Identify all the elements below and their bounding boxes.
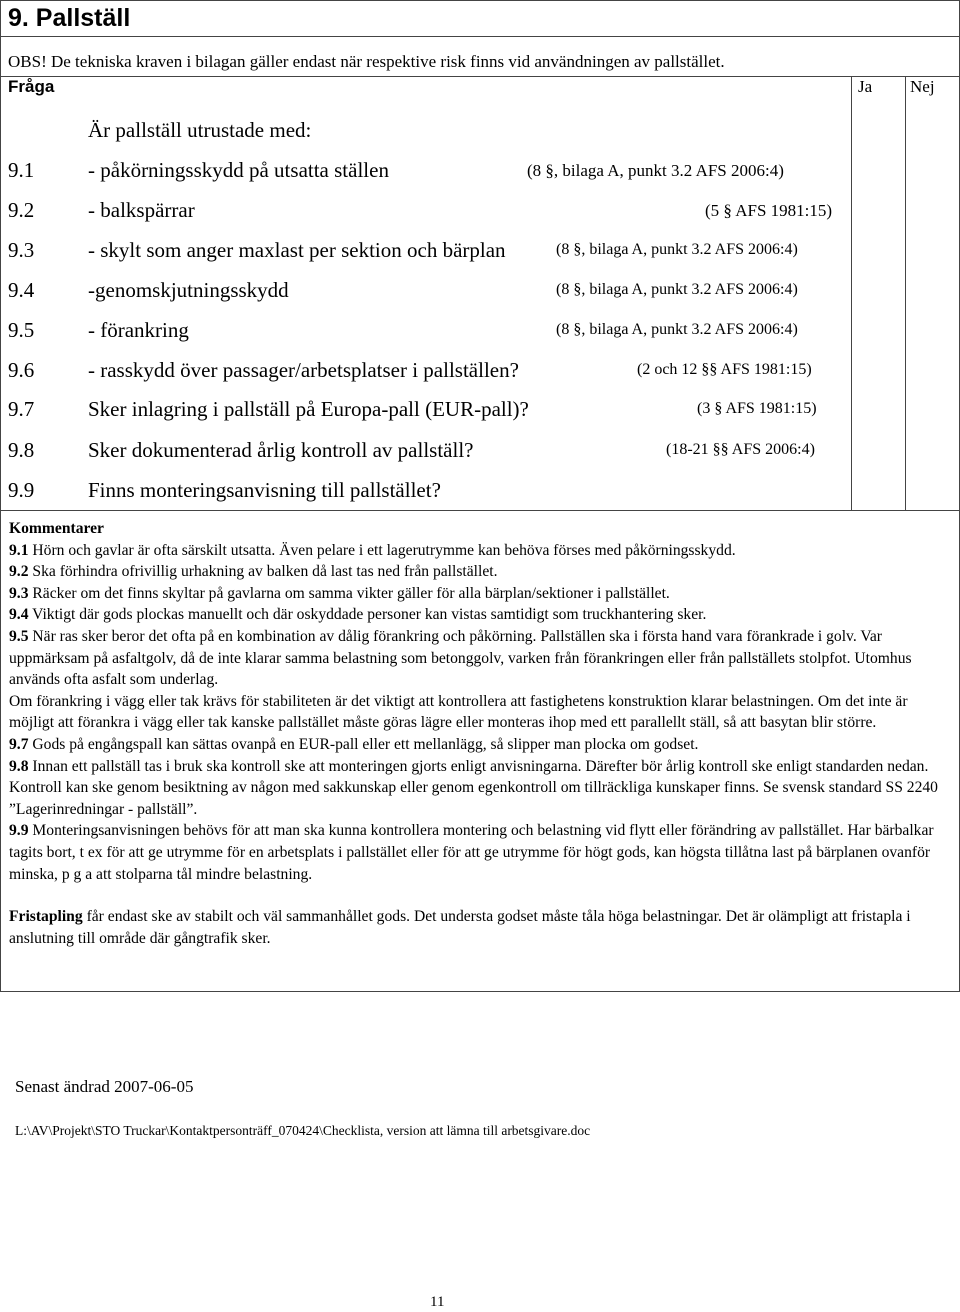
question-text: - påkörningsskydd på utsatta ställen <box>88 158 389 182</box>
question-reference: (8 §, bilaga A, punkt 3.2 AFS 2006:4) <box>556 281 798 298</box>
question-text: Sker inlagring i pallställ på Europa-pall (EUR-pall)? <box>88 397 529 421</box>
comment-item: 9.3 Räcker om det finns skyltar på gavlarna om samma vikter gäller för alla bärplan/sektioner i pallstället. <box>9 584 670 602</box>
question-number: 9.9 <box>8 478 35 502</box>
question-text: - balkspärrar <box>88 198 195 222</box>
question-number: 9.4 <box>8 278 35 302</box>
section-title: 9. Pallställ <box>8 4 131 32</box>
question-number: 9.7 <box>8 397 35 421</box>
comment-item: 9.8 Innan ett pallställ tas i bruk ska kontroll ske att monteringen gjorts enligt anvisningarna. Därefter bör årlig kontroll ske enligt standarden nedan. Kontroll kan ske genom besiktning av någon med sakkunskap eller genom egenkontroll om tillräckliga kunskaper finns. Se svensk standard SS 2240 ”Lagerinredningar - pallställ”. <box>9 757 938 818</box>
question-reference: (3 § AFS 1981:15) <box>697 400 817 417</box>
section-note: OBS! De tekniska kraven i bilagan gäller endast när respektive risk finns vid användningen av pallstället. <box>8 52 725 71</box>
question-reference: (8 §, bilaga A, punkt 3.2 AFS 2006:4) <box>527 161 784 180</box>
question-number: 9.5 <box>8 318 35 342</box>
no-column-header: Nej <box>910 77 935 96</box>
question-reference: (8 §, bilaga A, punkt 3.2 AFS 2006:4) <box>556 241 798 258</box>
nej-column-left-border <box>905 76 906 510</box>
comment-item: 9.2 Ska förhindra ofrivillig urhakning av balken då last tas ned från pallstället. <box>9 563 498 581</box>
yes-column-header: Ja <box>858 77 873 96</box>
rule-above-comments <box>0 510 960 511</box>
question-text: Finns monteringsanvisning till pallstället? <box>88 478 441 502</box>
rule-under-note <box>0 76 960 77</box>
question-reference: (5 § AFS 1981:15) <box>705 201 833 220</box>
question-number: 9.1 <box>8 158 35 182</box>
question-reference: (18-21 §§ AFS 2006:4) <box>666 441 815 458</box>
file-path: L:\AV\Projekt\STO Truckar\Kontaktpersonträff_070424\Checklista, version att lämna till arbetsgivare.doc <box>15 1123 591 1138</box>
comment-item: 9.1 Hörn och gavlar är ofta särskilt utsatta. Även pelare i ett lagerutrymme kan behöva förses med påkörningsskydd. <box>9 541 736 559</box>
page-number: 11 <box>430 1294 445 1310</box>
comment-item: 9.5 När ras sker beror det ofta på en kombination av dålig förankring och påkörning. Pallställen ska i första hand vara förankrade i golv. Var uppmärksam på asfaltgolv, då de inte klarar samma belastning som betonggolv, varken från förankringen eller från pallställets stolpfot. Utomhus används ofta asfalt som underlag. <box>9 627 912 689</box>
question-number: 9.8 <box>8 438 35 462</box>
question-intro: Är pallställ utrustade med: <box>88 118 312 142</box>
question-text: - förankring <box>88 318 189 342</box>
question-reference: (8 §, bilaga A, punkt 3.2 AFS 2006:4) <box>556 321 798 338</box>
question-text: - skylt som anger maxlast per sektion och bärplan <box>88 238 506 262</box>
question-text: -genomskjutningsskydd <box>88 278 289 302</box>
comments-heading: Kommentarer <box>9 520 104 537</box>
question-number: 9.3 <box>8 238 35 262</box>
rule-under-title <box>0 36 960 37</box>
question-text: - rasskydd över passager/arbetsplatser i pallställen? <box>88 358 519 382</box>
question-reference: (2 och 12 §§ AFS 1981:15) <box>637 361 812 378</box>
comment-item: 9.7 Gods på engångspall kan sättas ovanpå en EUR-pall eller ett mellanlägg, så slipper man plocka om godset. <box>9 735 699 753</box>
question-text: Sker dokumenterad årlig kontroll av pallställ? <box>88 438 474 462</box>
comment-item: Om förankring i vägg eller tak krävs för stabiliteten är det viktigt att kontrollera att fastighetens konstruktion klarar belastningen. Om det inte är möjligt att förankra i vägg eller tak kanske pallstället måste göras lägre eller monteras ihop med ett parallellt ställ, så att basytan blir större. <box>9 692 908 732</box>
question-number: 9.2 <box>8 198 35 222</box>
question-number: 9.6 <box>8 358 35 382</box>
question-column-header: Fråga <box>8 77 55 96</box>
ja-column-left-border <box>851 76 852 510</box>
comments-section <box>9 518 944 949</box>
comment-item: 9.9 Monteringsanvisningen behövs för att man ska kunna kontrollera montering och belastning vid flytt eller förändring av pallstället. Har bärbalkar tagits bort, t ex för att ge utrymme för en arbetsplats i pallstället eller för att ge utrymme för högt gods, kan högsta tillåtna last på bärplanen ovanför minska, p g a att stolparna tål mindre belastning. <box>9 822 934 883</box>
comment-item: 9.4 Viktigt där gods plockas manuellt och där oskyddade personer kan vistas samtidigt som truckhantering sker. <box>9 606 707 624</box>
fristapling-paragraph: Fristapling får endast ske av stabilt och väl sammanhållet gods. Det understa godset måste tåla höga belastningar. Det är olämpligt att fristapla i anslutning till område där gångtrafik sker. <box>9 908 911 947</box>
revision-date: Senast ändrad 2007-06-05 <box>15 1077 194 1096</box>
